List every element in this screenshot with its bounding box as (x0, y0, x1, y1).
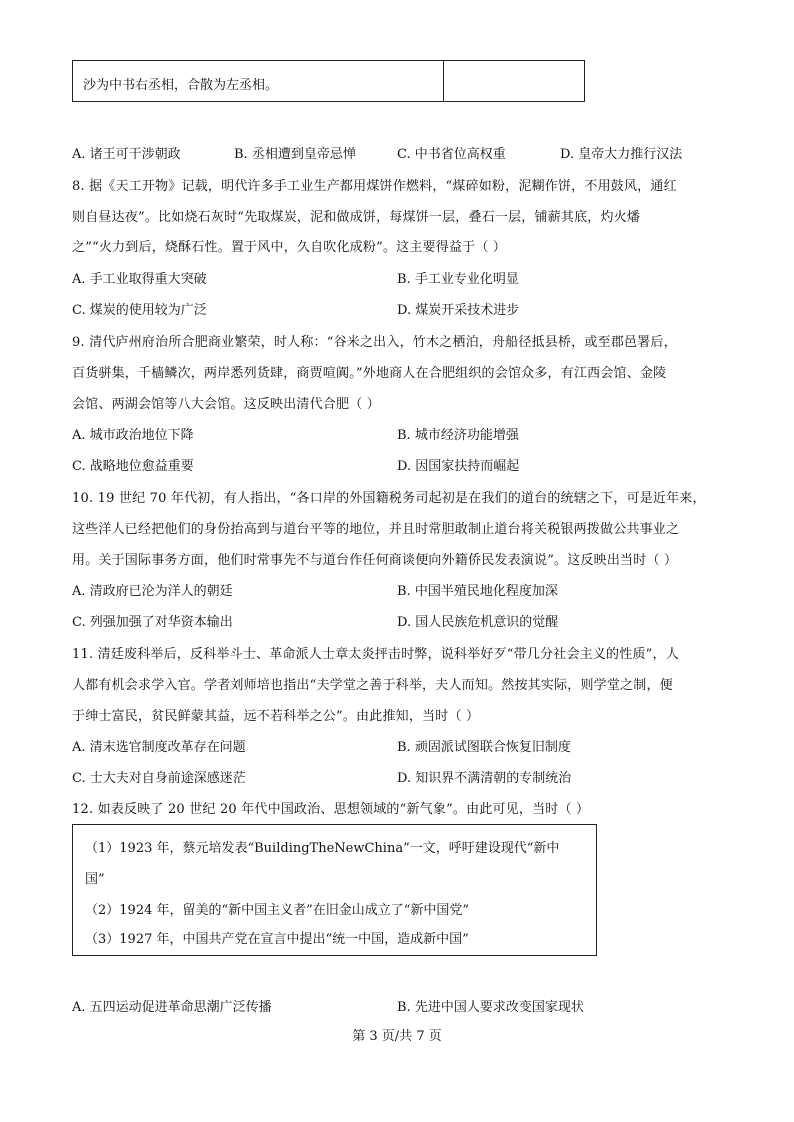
q8-stem-line: 之”“火力到后，烧酥石性。置于风中，久自吹化成粉”。这主要得益于（ ） (72, 240, 507, 255)
q9-stem-line: 百货骈集，千樯鳞次，两岸悉列货肆，商贾喧阗。”外地商人在合肥组织的会馆众多，有江西会馆、金陵 (72, 366, 667, 381)
q12-box-line: （2）1924 年，留美的“新中国主义者”在旧金山成立了“新中国党” (85, 903, 470, 918)
q7-table (72, 60, 585, 102)
q9-stem-line: 9. 清代庐州府治所合肥商业繁荣，时人称：“谷米之出入，竹木之栖泊，舟船径抵县桥，或至郡邑署后， (72, 335, 677, 350)
q10-option-d[interactable]: D. 国人民族危机意识的觉醒 (397, 615, 559, 630)
q9-option-d[interactable]: D. 因国家扶持而崛起 (397, 459, 520, 474)
q8-option-a[interactable]: A. 手工业取得重大突破 (72, 272, 207, 287)
q7-option-a[interactable]: A. 诸王可干涉朝政 (72, 147, 181, 162)
q11-option-a[interactable]: A. 清末选官制度改革存在问题 (72, 740, 246, 755)
q10-option-a[interactable]: A. 清政府已沦为洋人的朝廷 (72, 584, 233, 599)
q10-stem-line: 这些洋人已经把他们的身份抬高到与道台平等的地位，并且时常胆敢制止道台将关税银两拨做公共事业之 (72, 522, 680, 537)
q11-stem-line: 人都有机会求学入官。学者刘师培也指出“夫学堂之善于科举，夫人而知。然按其实际，则学堂之制，便 (72, 678, 673, 693)
page-number-footer: 第 3 页/共 7 页 (352, 1029, 442, 1044)
q8-stem-line: 则自昼达夜”。比如烧石灰时“先取煤炭，泥和做成饼，每煤饼一层，叠石一层，铺薪其底，灼火燔 (72, 210, 641, 225)
q12-info-box (72, 824, 597, 956)
q12-option-a[interactable]: A. 五四运动促进革命思潮广泛传播 (72, 1000, 272, 1015)
q9-option-c[interactable]: C. 战略地位愈益重要 (72, 459, 194, 474)
q8-option-c[interactable]: C. 煤炭的使用较为广泛 (72, 303, 207, 318)
table-divider (443, 61, 444, 101)
q8-option-b[interactable]: B. 手工业专业化明显 (397, 272, 519, 287)
q7-option-d[interactable]: D. 皇帝大力推行汉法 (560, 147, 683, 162)
q7-option-b[interactable]: B. 丞相遭到皇帝忌惮 (234, 147, 356, 162)
q11-option-d[interactable]: D. 知识界不满清朝的专制统治 (397, 771, 572, 786)
q9-option-b[interactable]: B. 城市经济功能增强 (397, 428, 519, 443)
q11-option-b[interactable]: B. 顽固派试图联合恢复旧制度 (397, 740, 571, 755)
q12-option-b[interactable]: B. 先进中国人要求改变国家现状 (397, 1000, 584, 1015)
q12-box-line: （1）1923 年，蔡元培发表“BuildingTheNewChina”一文，呼吁建设现代“新中 (85, 841, 560, 856)
q10-option-c[interactable]: C. 列强加强了对华资本输出 (72, 615, 233, 630)
q7-option-c[interactable]: C. 中书省位高权重 (397, 147, 506, 162)
q9-option-a[interactable]: A. 城市政治地位下降 (72, 428, 194, 443)
q11-stem-line: 11. 清廷废科举后，反科举斗士、革命派人士章太炎抨击时弊，说科举好歹“带几分社会主义的性质”，人 (72, 647, 679, 662)
q11-stem-line: 于绅士富民，贫民鲜蒙其益，远不若科举之公”。由此推知，当时（ ） (72, 709, 480, 724)
q7-table-cell: 沙为中书右丞相，合散为左丞相。 (83, 78, 279, 93)
q11-option-c[interactable]: C. 士大夫对自身前途深感迷茫 (72, 771, 246, 786)
q10-stem-line: 用。关于国际事务方面，他们时常事先不与道台作任何商谈便向外籍侨民发表演说”。这反映出当时（ ） (72, 553, 678, 568)
q12-box-line: （3）1927 年，中国共产党在宣言中提出“统一中国，造成新中国” (85, 932, 469, 947)
q10-stem-line: 10. 19 世纪 70 年代初，有人指出，“各口岸的外国籍税务司起初是在我们的道台的统辖之下，可是近年来， (72, 491, 706, 506)
q8-stem-line: 8. 据《天工开物》记载，明代许多手工业生产都用煤饼作燃料，“煤碎如粉，泥糊作饼，不用鼓风，通红 (72, 179, 677, 194)
q8-option-d[interactable]: D. 煤炭开采技术进步 (397, 303, 520, 318)
q9-stem-line: 会馆、两湖会馆等八大会馆。这反映出清代合肥（ ） (72, 397, 380, 412)
q10-option-b[interactable]: B. 中国半殖民地化程度加深 (397, 584, 558, 599)
q12-stem: 12. 如表反映了 20 世纪 20 年代中国政治、思想领域的“新气象”。由此可见，当时（ ） (72, 802, 590, 817)
q12-box-line: 国” (85, 872, 105, 887)
